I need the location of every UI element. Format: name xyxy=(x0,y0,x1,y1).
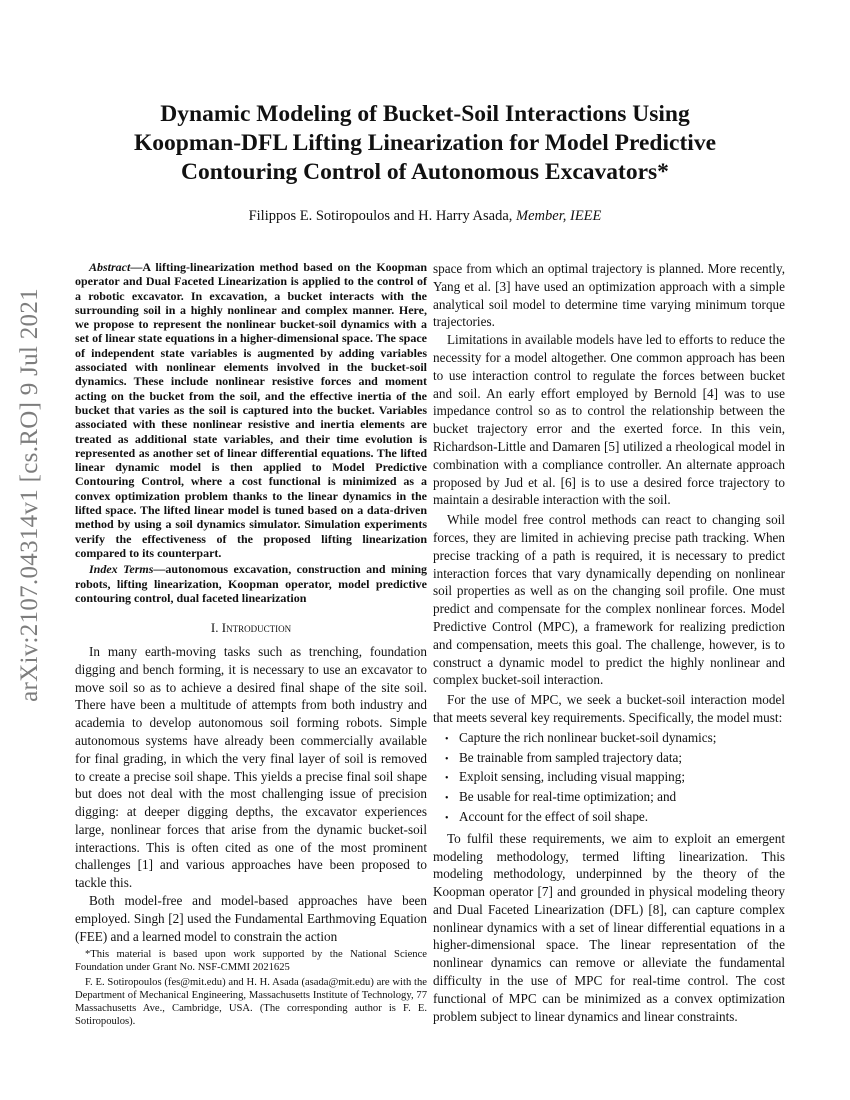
bullet-icon: • xyxy=(445,753,449,765)
list-item-text: Account for the effect of soil shape. xyxy=(459,808,649,824)
right-paragraph-1: space from which an optimal trajectory is planned. More recently, Yang et al. [3] have used an optimization approach with a simple analytical soil model to determine time varying minimum torque trajectories. xyxy=(433,261,785,330)
right-paragraph-2: Limitations in available models have led to efforts to reduce the necessity for a model altogether. One common approach has been to use interaction control to regulate the forces between bucket and soil. An early effort employed by Bernold [4] was to use impedance control so as to control the relationship between the bucket trajectory error and the exerted force. In this vein, Richardson-Little and Damaren [5] utilized a rheological model in combination with a compliance controller. An alternate approach proposed by Jud et al. [6] is to use a desired force trajectory to maintain a desirable interaction with the soil. xyxy=(433,332,785,508)
bullet-icon: • xyxy=(445,793,449,805)
section-heading-introduction: I. Introduction xyxy=(210,620,292,636)
arxiv-identifier-text: arXiv:2107.04314v1 [cs.RO] 9 Jul 2021 xyxy=(16,288,44,702)
author-role: Member, IEEE xyxy=(516,208,602,224)
list-item-text: Be trainable from sampled trajectory data; xyxy=(459,749,682,765)
list-item xyxy=(445,788,785,808)
index-terms-text: —autonomous excavation, construction and mining robots, lifting linearization, Koopman operator, model predictive contouring control, dual faceted linearization xyxy=(75,562,427,605)
list-item xyxy=(445,729,785,749)
bullet-icon: • xyxy=(445,733,449,745)
left-column xyxy=(75,260,427,945)
right-paragraph-4: For the use of MPC, we seek a bucket-soil interaction model that meets several key requirements. Specifically, the model must: xyxy=(433,692,785,725)
list-item-text: Be usable for real-time optimization; and xyxy=(459,789,677,805)
list-item xyxy=(445,768,785,788)
bullet-icon: • xyxy=(445,773,449,785)
footnotes xyxy=(75,948,427,1030)
list-item-text: Capture the rich nonlinear bucket-soil dynamics; xyxy=(459,729,717,745)
list-item xyxy=(445,808,785,828)
author-names: Filippos E. Sotiropoulos and H. Harry Asada, xyxy=(248,208,513,224)
footnote-affiliation: F. E. Sotiropoulos (fes@mit.edu) and H. H. Asada (asada@mit.edu) are with the Department of Mechanical Engineering, Massachusetts Institute of Technology, 77 Massachusetts Ave., Cambridge, USA. (The corresponding author is F. E. Sotiropoulos). xyxy=(75,977,427,1027)
intro-paragraph-1: In many earth-moving tasks such as trenching, foundation digging and bench forming, it is necessary to use an excavator to move soil so as to achieve a desired final shape of the site soil. There have been a multitude of attempts from both industry and academia to develop autonomous soil forming robots. Simple autonomous systems have already been commercially available for final grading, in which the very final layer of soil is removed to create a precise soil shape. This yields a precise final soil shape but does not deal with the most challenging issue of precision digging: at deeper digging depths, the excavator experiences large, nonlinear forces that arise from the dynamic bucket-soil interactions. This is often cited as one of the most prominent challenges [1] and various approaches have been proposed to tackle this. xyxy=(75,643,427,891)
author-line xyxy=(90,208,760,225)
arxiv-identifier xyxy=(10,288,50,702)
list-item xyxy=(445,749,785,769)
list-item-text: Exploit sensing, including visual mapping; xyxy=(459,769,686,785)
abstract-text: —A lifting-linearization method based on the Koopman operator and Dual Faceted Linearization is applied to the control of a robotic excavator. In excavation, a bucket interacts with the surrounding soil in a highly nonlinear and complex manner. Here, we propose to represent the nonlinear bucket-soil dynamics with a set of linear state equations in a higher-dimensional space. The space of independent state variables is augmented by adding variables associated with nonlinear elements involved in the bucket-soil dynamics. These include nonlinear resistive forces and moment acting on the bucket from the soil, and the effective inertia of the bucket that varies as the soil is captured into the bucket. Variables associated with these nonlinear resistive and inertia elements are treated as additional state variables, and their time evolution is represented as another set of linear differential equations. The lifted linear dynamic model is then applied to Model Predictive Contouring Control, where a cost functional is minimized as a convex optimization problem thanks to the linear dynamics in the lifted space. The lifted linear model is tuned based on a data-driven method by using a soil dynamics simulator. Simulation experiments verify the effectiveness of the proposed lifting linearization compared to its counterpart. xyxy=(75,260,427,560)
footnote-funding: *This material is based upon work supported by the National Science Foundation under Grant No. NSF-CMMI 2021625 xyxy=(75,949,427,973)
index-terms-label: Index Terms xyxy=(89,562,154,577)
abstract-label: Abstract xyxy=(89,260,131,274)
right-paragraph-3: While model free control methods can react to changing soil forces, they are limited in achieving precise path tracking. When precise tracking of a path is required, it is necessary to predict interaction forces that vary dynamically depending on nonlinear soil properties as well as on the changing soil profile. One must predict and compensate for the complex nonlinear forces. Model Predictive Control (MPC), a framework for realizing prediction and compensation, meets this goal. The challenge, however, is to construct a dynamic model to predict the highly nonlinear and complex bucket-soil interaction. xyxy=(433,512,785,688)
abstract xyxy=(75,260,427,560)
index-terms xyxy=(75,562,427,605)
paper-title xyxy=(90,100,760,187)
requirements-list xyxy=(433,729,785,828)
right-paragraph-5: To fulfil these requirements, we aim to exploit an emergent modeling methodology, termed lifting linearization. This modeling methodology, underpinned by the theory of the Koopman operator [7] and grounded in physical modeling theory and Dual Faceted Linearization (DFL) [8], can capture complex nonlinear dynamics with a set of linear differential equations in a higher-dimensional space. The linear representation of the nonlinear dynamics can remove or alleviate the fundamental difficulty in the use of MPC for real-time control. The cost functional of MPC can be minimized as a convex optimization problem subject to linear dynamics and linear constraints. xyxy=(433,830,785,1024)
right-column xyxy=(433,260,785,1025)
title-line-2: Koopman-DFL Lifting Linearization for Model Predictive xyxy=(133,130,716,156)
bullet-icon: • xyxy=(445,812,449,824)
intro-paragraph-2: Both model-free and model-based approaches have been employed. Singh [2] used the Fundamental Earthmoving Equation (FEE) and a learned model to constrain the action xyxy=(75,893,427,944)
title-line-1: Dynamic Modeling of Bucket-Soil Interactions Using xyxy=(160,101,690,127)
title-line-3: Contouring Control of Autonomous Excavators* xyxy=(181,159,669,185)
